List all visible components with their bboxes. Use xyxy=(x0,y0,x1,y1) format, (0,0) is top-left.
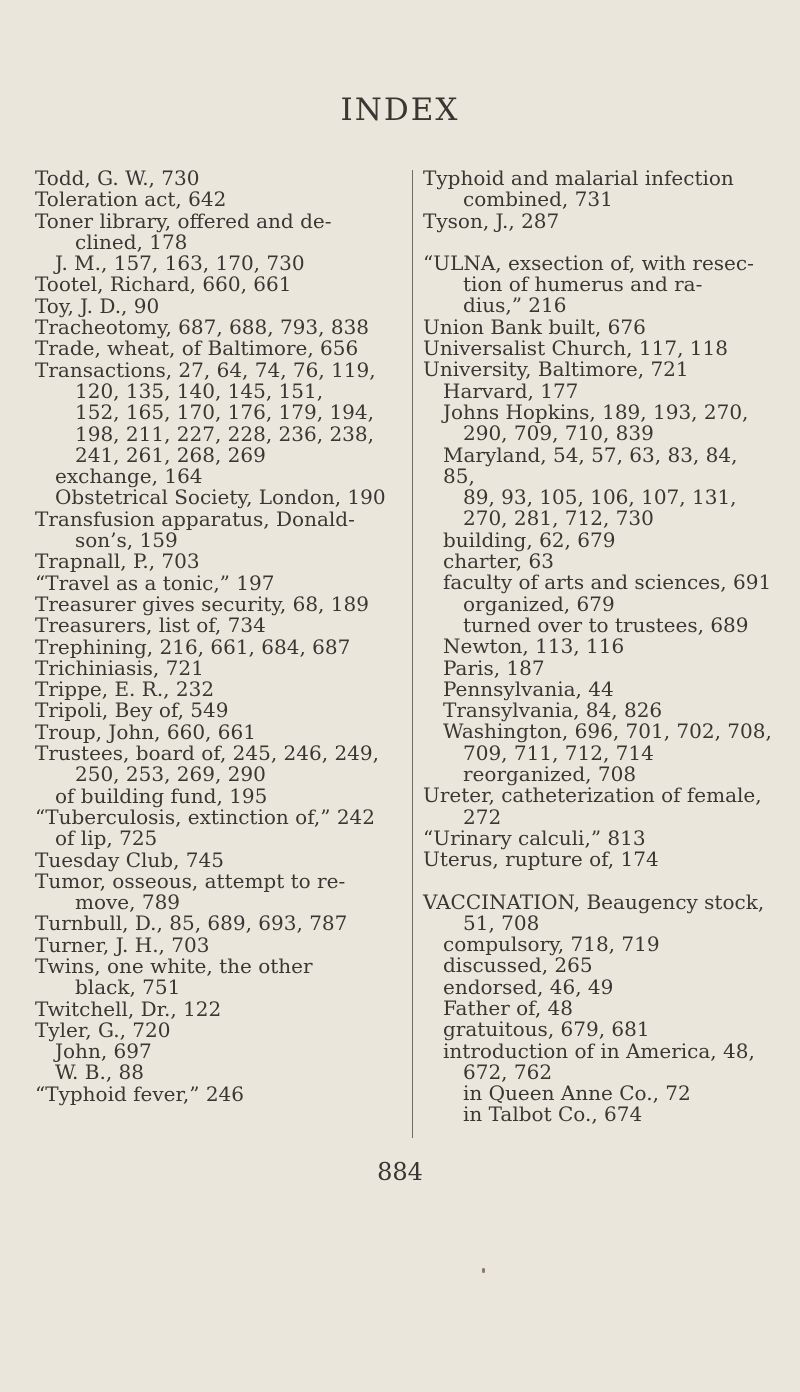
entry-gap xyxy=(423,871,775,892)
index-entry: Tyler, G., 720 xyxy=(35,1017,171,1042)
index-entry: 250, 253, 269, 290 xyxy=(75,762,266,787)
index-entry: tion of humerus and ra- xyxy=(463,272,703,297)
index-entry: J. M., 157, 163, 170, 730 xyxy=(55,251,305,276)
index-entry: Turnbull, D., 85, 689, 693, 787 xyxy=(35,911,348,936)
index-entry: Trade, wheat, of Baltimore, 656 xyxy=(35,336,359,361)
index-entry: Tumor, osseous, attempt to re- xyxy=(35,868,346,893)
index-entry: University, Baltimore, 721 xyxy=(423,357,689,382)
index-entry: of building fund, 195 xyxy=(55,783,268,808)
index-entry: clined, 178 xyxy=(75,229,188,254)
index-entry: Tracheotomy, 687, 688, 793, 838 xyxy=(35,315,370,340)
index-entry: 241, 261, 268, 269 xyxy=(75,442,266,467)
index-entry: 290, 709, 710, 839 xyxy=(463,421,654,446)
index-entry: Johns Hopkins, 189, 193, 270, xyxy=(443,399,749,424)
index-entry: “Typhoid fever,” 246 xyxy=(35,1081,244,1106)
index-entry: Todd, G. W., 730 xyxy=(35,166,200,190)
index-column-right xyxy=(423,168,775,1126)
index-entry: 152, 165, 170, 176, 179, 194, xyxy=(75,400,374,425)
column-divider xyxy=(412,170,413,1138)
index-entry: organized, 679 xyxy=(463,591,615,616)
index-entry: Union Bank built, 676 xyxy=(423,314,646,339)
index-entry: Trippe, E. R., 232 xyxy=(35,677,215,702)
index-entry: Turner, J. H., 703 xyxy=(35,932,210,957)
index-entry: Treasurers, list of, 734 xyxy=(35,613,266,638)
index-entry: of lip, 725 xyxy=(55,826,158,851)
index-entry: 272 xyxy=(463,804,502,829)
paper-blemish xyxy=(482,1268,485,1273)
page-number: 884 xyxy=(377,1158,423,1186)
index-entry: John, 697 xyxy=(55,1039,152,1064)
index-entry: Twitchell, Dr., 122 xyxy=(35,996,222,1021)
index-entry: Ureter, catheterization of female, xyxy=(423,783,762,808)
index-entry: in Talbot Co., 674 xyxy=(463,1102,643,1127)
index-entry: compulsory, 718, 719 xyxy=(443,932,660,957)
index-entry: Paris, 187 xyxy=(443,655,545,680)
index-entry: 672, 762 xyxy=(463,1059,553,1084)
index-entry: introduction of in America, 48, xyxy=(443,1038,755,1063)
index-entry: Trapnall, P., 703 xyxy=(35,549,200,574)
index-entry: 709, 711, 712, 714 xyxy=(463,740,654,765)
index-entry: Trichiniasis, 721 xyxy=(35,655,204,680)
index-entry: charter, 63 xyxy=(443,549,554,574)
index-entry: Troup, John, 660, 661 xyxy=(35,719,256,744)
index-entry: Newton, 113, 116 xyxy=(443,634,625,659)
index-entry: Toner library, offered and de- xyxy=(35,208,332,233)
index-entry: 198, 211, 227, 228, 236, 238, xyxy=(75,421,374,446)
index-entry: combined, 731 xyxy=(463,187,613,212)
index-entry: “ULNA, exsection of, with resec- xyxy=(423,250,754,275)
index-entry: Tyson, J., 287 xyxy=(423,208,560,233)
index-entry: reorganized, 708 xyxy=(463,762,637,787)
index-entry: turned over to trustees, 689 xyxy=(463,612,749,637)
index-entry: in Queen Anne Co., 72 xyxy=(463,1081,691,1106)
index-entry: Twins, one white, the other xyxy=(35,953,313,978)
index-entry: Toleration act, 642 xyxy=(35,187,227,212)
index-column-left xyxy=(35,168,411,1105)
page-title: INDEX xyxy=(340,92,460,128)
index-entry: Trephining, 216, 661, 684, 687 xyxy=(35,634,351,659)
index-entry: 270, 281, 712, 730 xyxy=(463,506,654,531)
index-entry: Pennsylvania, 44 xyxy=(443,676,614,701)
index-entry: “Travel as a tonic,” 197 xyxy=(35,570,275,595)
index-entry: 89, 93, 105, 106, 107, 131, xyxy=(463,485,737,510)
index-entry: Washington, 696, 701, 702, 708, xyxy=(443,719,772,744)
index-entry: move, 789 xyxy=(75,890,181,915)
index-entry: “Urinary calculi,” 813 xyxy=(423,825,646,850)
index-entry: Tootel, Richard, 660, 661 xyxy=(35,272,292,297)
index-entry: dius,” 216 xyxy=(463,293,567,318)
index-entry: W. B., 88 xyxy=(55,1060,144,1085)
index-entry: 51, 708 xyxy=(463,910,540,935)
index-entry: Tuesday Club, 745 xyxy=(35,847,224,872)
index-entry: building, 62, 679 xyxy=(443,527,616,552)
index-entry: Uterus, rupture of, 174 xyxy=(423,847,659,872)
index-entry: Maryland, 54, 57, 63, 83, 84, 85, xyxy=(443,442,738,488)
entry-gap xyxy=(423,232,775,253)
index-entry: Treasurer gives security, 68, 189 xyxy=(35,591,369,616)
index-entry: “Tuberculosis, extinction of,” 242 xyxy=(35,804,375,829)
index-entry: Father of, 48 xyxy=(443,995,574,1020)
index-entry: Tripoli, Bey of, 549 xyxy=(35,698,229,723)
index-entry: gratuitous, 679, 681 xyxy=(443,1017,650,1042)
index-entry: son’s, 159 xyxy=(75,528,178,553)
index-entry: black, 751 xyxy=(75,975,181,1000)
index-entry: Transylvania, 84, 826 xyxy=(443,698,663,723)
index-entry: faculty of arts and sciences, 691 xyxy=(443,570,772,595)
index-entry: Typhoid and malarial infection xyxy=(423,166,734,190)
index-entry: Transactions, 27, 64, 74, 76, 119, xyxy=(35,357,376,382)
index-entry: exchange, 164 xyxy=(55,464,203,489)
index-entry: Trustees, board of, 245, 246, 249, xyxy=(35,741,379,766)
index-entry: Obstetrical Society, London, 190 xyxy=(55,485,386,510)
index-entry: Transfusion apparatus, Donald- xyxy=(35,506,355,531)
index-entry: Universalist Church, 117, 118 xyxy=(423,336,728,361)
index-entry: VACCINATION, Beaugency stock, xyxy=(423,889,765,914)
index-entry: endorsed, 46, 49 xyxy=(443,974,614,999)
index-entry: 120, 135, 140, 145, 151, xyxy=(75,378,324,403)
index-entry: Toy, J. D., 90 xyxy=(35,293,160,318)
index-entry: Harvard, 177 xyxy=(443,378,579,403)
index-entry: discussed, 265 xyxy=(443,953,593,978)
